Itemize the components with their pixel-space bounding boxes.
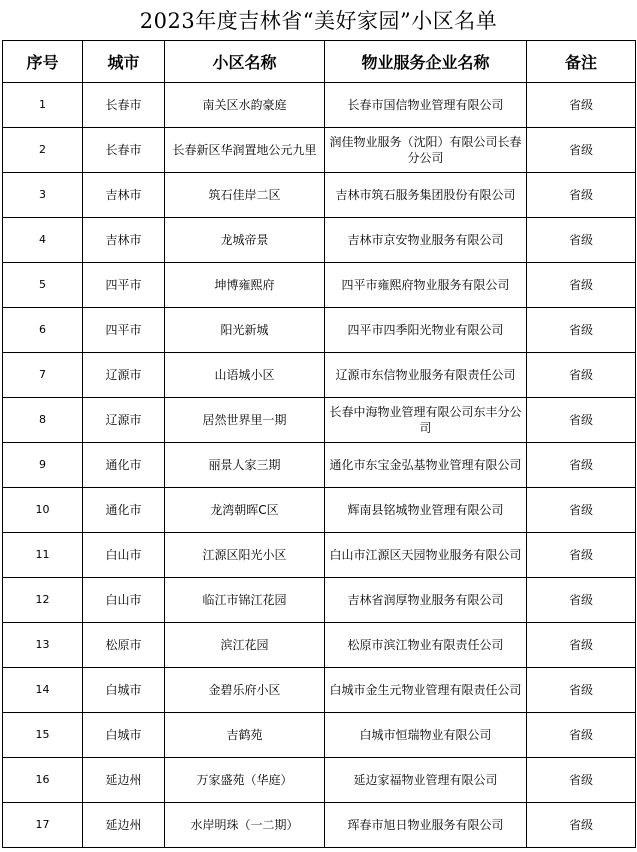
table-row (3, 533, 636, 578)
cell-community: 长春新区华润置地公元九里 (165, 128, 325, 173)
cell-no: 6 (3, 308, 83, 353)
cell-city: 白山市 (83, 533, 165, 578)
table-row (3, 398, 636, 443)
community-list-table (2, 40, 636, 848)
cell-no: 13 (3, 623, 83, 668)
cell-no: 16 (3, 758, 83, 803)
cell-note: 省级 (527, 488, 636, 533)
cell-city: 辽源市 (83, 353, 165, 398)
cell-company: 白城市恒瑞物业有限公司 (325, 713, 527, 758)
table-row (3, 623, 636, 668)
cell-city: 四平市 (83, 308, 165, 353)
cell-note: 省级 (527, 128, 636, 173)
cell-note: 省级 (527, 443, 636, 488)
table-row (3, 218, 636, 263)
cell-no: 8 (3, 398, 83, 443)
cell-community: 筑石佳岸二区 (165, 173, 325, 218)
cell-note: 省级 (527, 713, 636, 758)
header-company: 物业服务企业名称 (325, 41, 527, 83)
cell-company: 润佳物业服务（沈阳）有限公司长春分公司 (325, 128, 527, 173)
cell-company: 四平市四季阳光物业有限公司 (325, 308, 527, 353)
cell-community: 南关区水韵豪庭 (165, 83, 325, 128)
cell-city: 吉林市 (83, 173, 165, 218)
cell-note: 省级 (527, 668, 636, 713)
table-row (3, 128, 636, 173)
cell-community: 山语城小区 (165, 353, 325, 398)
cell-company: 吉林市京安物业服务有限公司 (325, 218, 527, 263)
cell-company: 延边家福物业管理有限公司 (325, 758, 527, 803)
header-city: 城市 (83, 41, 165, 83)
cell-community: 坤博雍熙府 (165, 263, 325, 308)
cell-community: 滨江花园 (165, 623, 325, 668)
cell-note: 省级 (527, 623, 636, 668)
cell-city: 白城市 (83, 713, 165, 758)
cell-note: 省级 (527, 758, 636, 803)
table-row (3, 713, 636, 758)
cell-city: 延边州 (83, 803, 165, 848)
cell-company: 吉林市筑石服务集团股份有限公司 (325, 173, 527, 218)
document-title: 2023年度吉林省“美好家园”小区名单 (139, 9, 498, 33)
header-no: 序号 (3, 41, 83, 83)
cell-no: 17 (3, 803, 83, 848)
cell-note: 省级 (527, 83, 636, 128)
cell-city: 白城市 (83, 668, 165, 713)
cell-company: 松原市滨江物业有限责任公司 (325, 623, 527, 668)
cell-community: 龙湾朝晖C区 (165, 488, 325, 533)
cell-no: 5 (3, 263, 83, 308)
cell-city: 松原市 (83, 623, 165, 668)
cell-no: 9 (3, 443, 83, 488)
cell-city: 辽源市 (83, 398, 165, 443)
cell-company: 辉南县铭城物业管理有限公司 (325, 488, 527, 533)
cell-note: 省级 (527, 308, 636, 353)
cell-community: 丽景人家三期 (165, 443, 325, 488)
cell-no: 11 (3, 533, 83, 578)
header-note: 备注 (527, 41, 636, 83)
cell-city: 吉林市 (83, 218, 165, 263)
cell-no: 14 (3, 668, 83, 713)
table-row (3, 758, 636, 803)
table-row (3, 488, 636, 533)
cell-city: 四平市 (83, 263, 165, 308)
table-row (3, 83, 636, 128)
cell-company: 吉林省润厚物业服务有限公司 (325, 578, 527, 623)
cell-city: 长春市 (83, 128, 165, 173)
cell-community: 万家盛苑（华庭） (165, 758, 325, 803)
cell-note: 省级 (527, 353, 636, 398)
cell-company: 长春市国信物业管理有限公司 (325, 83, 527, 128)
cell-note: 省级 (527, 533, 636, 578)
cell-note: 省级 (527, 398, 636, 443)
cell-company: 白城市金生元物业管理有限责任公司 (325, 668, 527, 713)
cell-community: 金碧乐府小区 (165, 668, 325, 713)
table-row (3, 443, 636, 488)
cell-no: 3 (3, 173, 83, 218)
cell-note: 省级 (527, 803, 636, 848)
cell-city: 白山市 (83, 578, 165, 623)
cell-no: 7 (3, 353, 83, 398)
cell-no: 1 (3, 83, 83, 128)
table-row (3, 668, 636, 713)
table-row (3, 263, 636, 308)
table-row (3, 308, 636, 353)
cell-no: 10 (3, 488, 83, 533)
cell-company: 辽源市东信物业服务有限责任公司 (325, 353, 527, 398)
header-community: 小区名称 (165, 41, 325, 83)
table-row (3, 353, 636, 398)
cell-company: 珲春市旭日物业服务有限公司 (325, 803, 527, 848)
cell-community: 江源区阳光小区 (165, 533, 325, 578)
cell-company: 白山市江源区天园物业服务有限公司 (325, 533, 527, 578)
header-row (3, 41, 636, 83)
cell-city: 通化市 (83, 443, 165, 488)
cell-company: 通化市东宝金弘基物业管理有限公司 (325, 443, 527, 488)
table-row (3, 803, 636, 848)
cell-community: 龙城帝景 (165, 218, 325, 263)
cell-community: 临江市锦江花园 (165, 578, 325, 623)
cell-no: 4 (3, 218, 83, 263)
cell-no: 2 (3, 128, 83, 173)
cell-note: 省级 (527, 218, 636, 263)
cell-city: 延边州 (83, 758, 165, 803)
table-row (3, 578, 636, 623)
cell-note: 省级 (527, 578, 636, 623)
cell-company: 四平市雍熙府物业服务有限公司 (325, 263, 527, 308)
cell-no: 12 (3, 578, 83, 623)
cell-community: 吉鹤苑 (165, 713, 325, 758)
cell-no: 15 (3, 713, 83, 758)
cell-city: 通化市 (83, 488, 165, 533)
table-row (3, 173, 636, 218)
cell-company: 长春中海物业管理有限公司东丰分公司 (325, 398, 527, 443)
cell-community: 阳光新城 (165, 308, 325, 353)
cell-note: 省级 (527, 263, 636, 308)
cell-note: 省级 (527, 173, 636, 218)
cell-city: 长春市 (83, 83, 165, 128)
cell-community: 居然世界里一期 (165, 398, 325, 443)
cell-community: 水岸明珠（一二期） (165, 803, 325, 848)
